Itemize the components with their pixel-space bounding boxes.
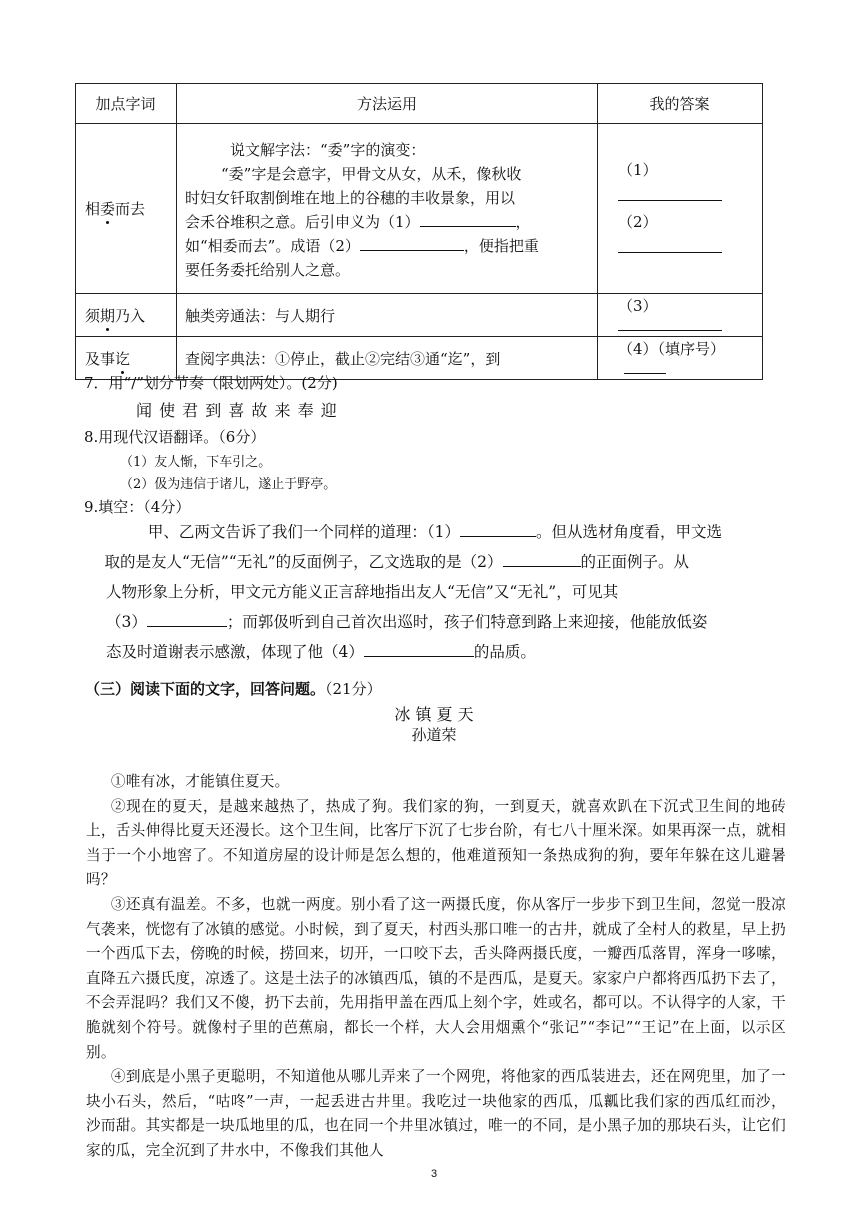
table-row: [76, 294, 763, 337]
table-row: [76, 124, 763, 294]
answer-cell: （4）（填序号）: [598, 337, 763, 380]
answer-blank[interactable]: [147, 612, 227, 627]
q7-sentence[interactable]: 闻 使 君 到 喜 故 来 奉 迎: [136, 401, 338, 420]
answer-cell: （3）: [598, 294, 763, 337]
answer-blank[interactable]: [503, 552, 581, 567]
method-cell: [177, 124, 598, 294]
method-line: “委”字是会意字，甲骨文从女，从禾，像秋收: [221, 164, 522, 183]
dotted-word: 相委而去: [76, 124, 177, 294]
passage-paragraph: ①唯有冰，才能镇住夏天。: [110, 773, 290, 790]
dotted-word: 及事讫: [76, 337, 177, 380]
emphasis-dot-char: 讫: [115, 349, 131, 368]
page-number: 3: [430, 1168, 438, 1180]
passage-paragraph: ③还真有温差。不多，也就一两度。别小看了这一两摄氏度，你从客厅一步步下到卫生间，忽觉一股凉气袭来，恍惚有了冰镇的感觉。小时候，到了夏天，村西头那口唯一的古井，就成了全村人的救星，早上扔一个西瓜下去，傍晚的时候，捞回来，切开，一口咬下去，舌头降两摄氏度，一瓣西瓜落胃，浑身一哆嗦，直降五六摄氏度，凉透了。这是土法子的冰镇西瓜，镇的不是西瓜，是夏天。家家户户都将西瓜扔下去了，不会弄混吗？我们又不傻，扔下去前，先用指甲盖在西瓜上刻个字，姓或名，都可以。不认得字的人家，干脆就刻个符号。就像村子里的芭蕉扇，都长一个样，大人会用烟熏个“张记”“李记”“王记”在上面，以示区别。: [86, 895, 787, 1061]
method-line: 如“相委而去”。成语（2） ，便指把重: [185, 236, 539, 255]
q9-paragraph: 甲、乙两文告诉了我们一个同样的道理：（1） 。但从选材角度看，甲文选 取的是友人“无信”“无礼”的反面例子，乙文选取的是（2） 的正面例子。从 人物形象上分析，甲文元方能义正言辞地指出友人“无信”又“无礼”，可见其 （3） ；而郭伋听到自己首次出巡时，孩子们特意到路上来迎接，他能放低姿 态及时道谢表示感激，体现了他（4） 的品质。: [104, 523, 722, 661]
section-heading: （三）阅读下面的文字，回答问题。（21分）: [85, 680, 382, 698]
q9-prompt: 9.填空：（4分）: [84, 498, 191, 516]
header-word: 加点字词: [76, 84, 177, 124]
method-line: 时妇女钎取割倒堆在地上的谷穗的丰收景象，用以: [185, 188, 516, 207]
emphasis-dot-char: 期: [100, 306, 116, 325]
answer-cell: （1） （2）: [598, 124, 763, 294]
dotted-word: 须期乃入: [76, 294, 177, 337]
emphasis-dot-char: 委: [100, 200, 116, 218]
answer-blank[interactable]: [624, 359, 666, 374]
method-line: 要任务委托给别人之意。: [185, 260, 351, 279]
q8-prompt: 8.用现代汉语翻译。（6分）: [84, 428, 266, 446]
reading-passage: [86, 770, 786, 1164]
passage-paragraph: ④到底是小黑子更聪明，不知道他从哪儿弄来了一个网兜，将他家的西瓜装进去，还在网兜里，加了一块小石头，然后，“咕咚”一声，一起丢进古井里。我吃过一块他家的西瓜，瓜瓤比我们家的西瓜红而沙，沙而甜。其实都是一块瓜地里的瓜，也在同一个井里冰镇过，唯一的不同，是小黑子加的那块石头，让它们家的瓜，完全沉到了井水中，不像我们其他人: [86, 1068, 787, 1159]
method-line: 会禾谷堆积之意。后引申义为（1） ，: [185, 212, 531, 231]
q8-item: （2）伋为违信于诸儿，遂止于野亭。: [120, 477, 337, 492]
q7-prompt: 7．用“/”划分节奏（限划两处）。(2分): [84, 374, 338, 392]
header-method: 方法运用: [177, 84, 598, 124]
answer-blank[interactable]: [364, 642, 474, 657]
method-cell: 触类旁通法：与人期行: [177, 294, 598, 337]
header-answer: 我的答案: [598, 84, 763, 124]
answer-blank[interactable]: [618, 316, 722, 331]
q8-item: （1）友人惭，下车引之。: [120, 455, 272, 470]
passage-title: 冰 镇 夏 天: [394, 705, 474, 724]
passage-author: 孙道荣: [411, 726, 457, 744]
passage-paragraph: ②现在的夏天，是越来越热了，热成了狗。我们家的狗，一到夏天，就喜欢趴在下沉式卫生间的地砖上，舌头伸得比夏天还漫长。这个卫生间，比客厅下沉了七步台阶，有七八十厘米深。如果再深一点，就相当于一个小地窖了。不知道房屋的设计师是怎么想的，他难道预知一条热成狗的狗，要年年躲在这儿避暑吗？: [86, 797, 787, 889]
answer-blank[interactable]: [460, 522, 536, 537]
answer-blank[interactable]: [618, 186, 722, 201]
answer-blank[interactable]: [360, 236, 464, 251]
table-header-row: [76, 84, 763, 124]
method-cell: 查阅字典法：①停止，截止②完结③通“迄”，到: [177, 337, 598, 380]
method-line: 说文解字法：“委”字的演变：: [230, 140, 426, 159]
answer-blank[interactable]: [618, 238, 722, 253]
answer-blank[interactable]: [420, 212, 516, 227]
method-table: [75, 83, 763, 380]
